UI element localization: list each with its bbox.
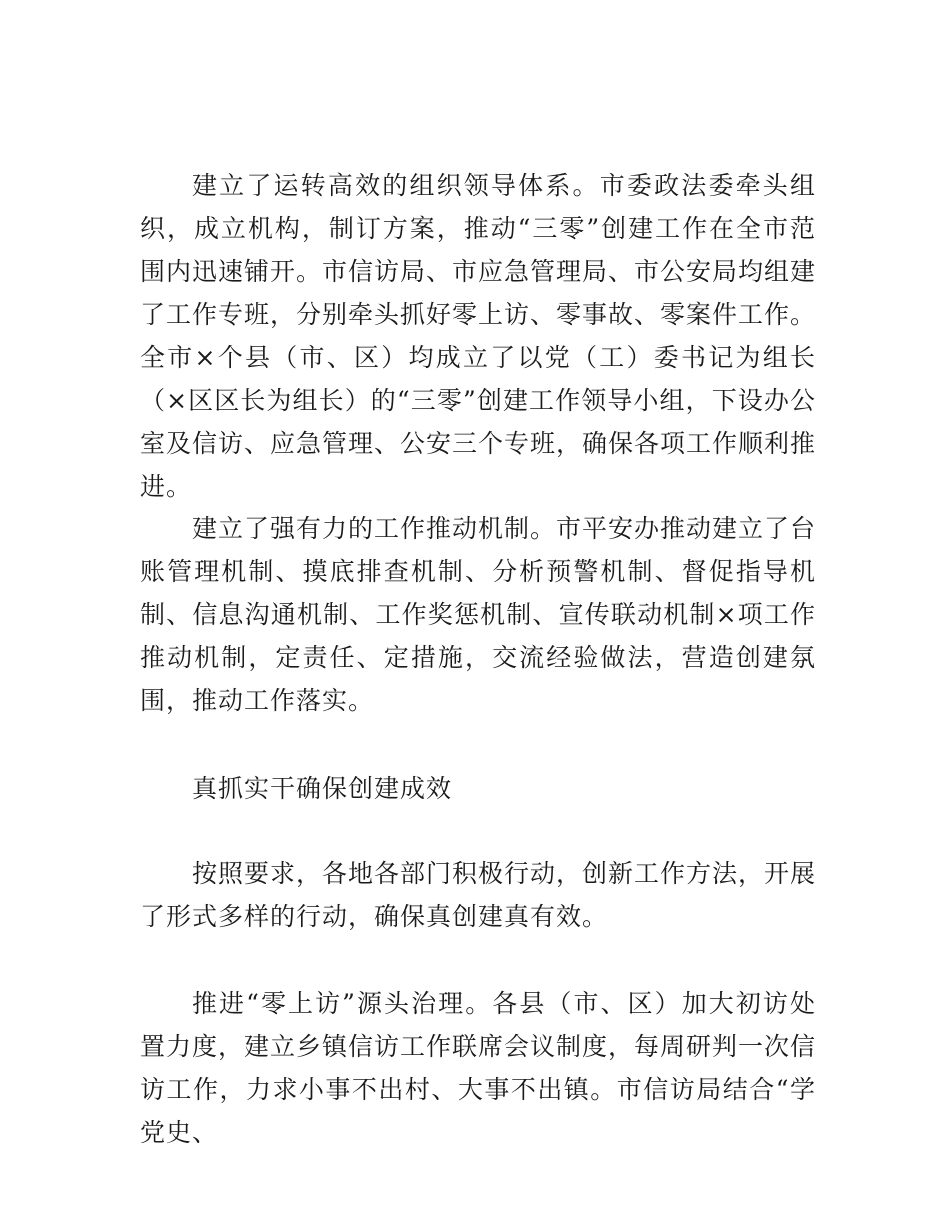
paragraph-work-mechanism: 建立了强有力的工作推动机制。市平安办推动建立了台账管理机制、摸底排查机制、分析预警机制、督促指导机制、信息沟通机制、工作奖惩机制、宣传联动机制×项工作推动机制，定责任、定措施，交流经验做法，营造创建氛围，推动工作落实。: [140, 514, 817, 715]
section-heading: 真抓实干确保创建成效: [192, 774, 453, 803]
paragraph-organization-system: 建立了运转高效的组织领导体系。市委政法委牵头组织，成立机构，制订方案，推动“三零”创建工作在全市范围内迅速铺开。市信访局、市应急管理局、市公安局均组建了工作专班，分别牵头抓好零上访、零事故、零案件工作。全市×个县（市、区）均成立了以党（工）委书记为组长（×区区长为组长）的“三零”创建工作领导小组，下设办公室及信访、应急管理、公安三个专班，确保各项工作顺利推进。: [140, 171, 817, 501]
paragraph-section-intro: 按照要求，各地各部门积极行动，创新工作方法，开展了形式多样的行动，确保真创建真有效。: [140, 859, 817, 931]
paragraph-zero-petition: 推进“零上访”源头治理。各县（市、区）加大初访处置力度，建立乡镇信访工作联席会议制度，每周研判一次信访工作，力求小事不出村、大事不出镇。市信访局结合“学党史、: [140, 989, 817, 1147]
